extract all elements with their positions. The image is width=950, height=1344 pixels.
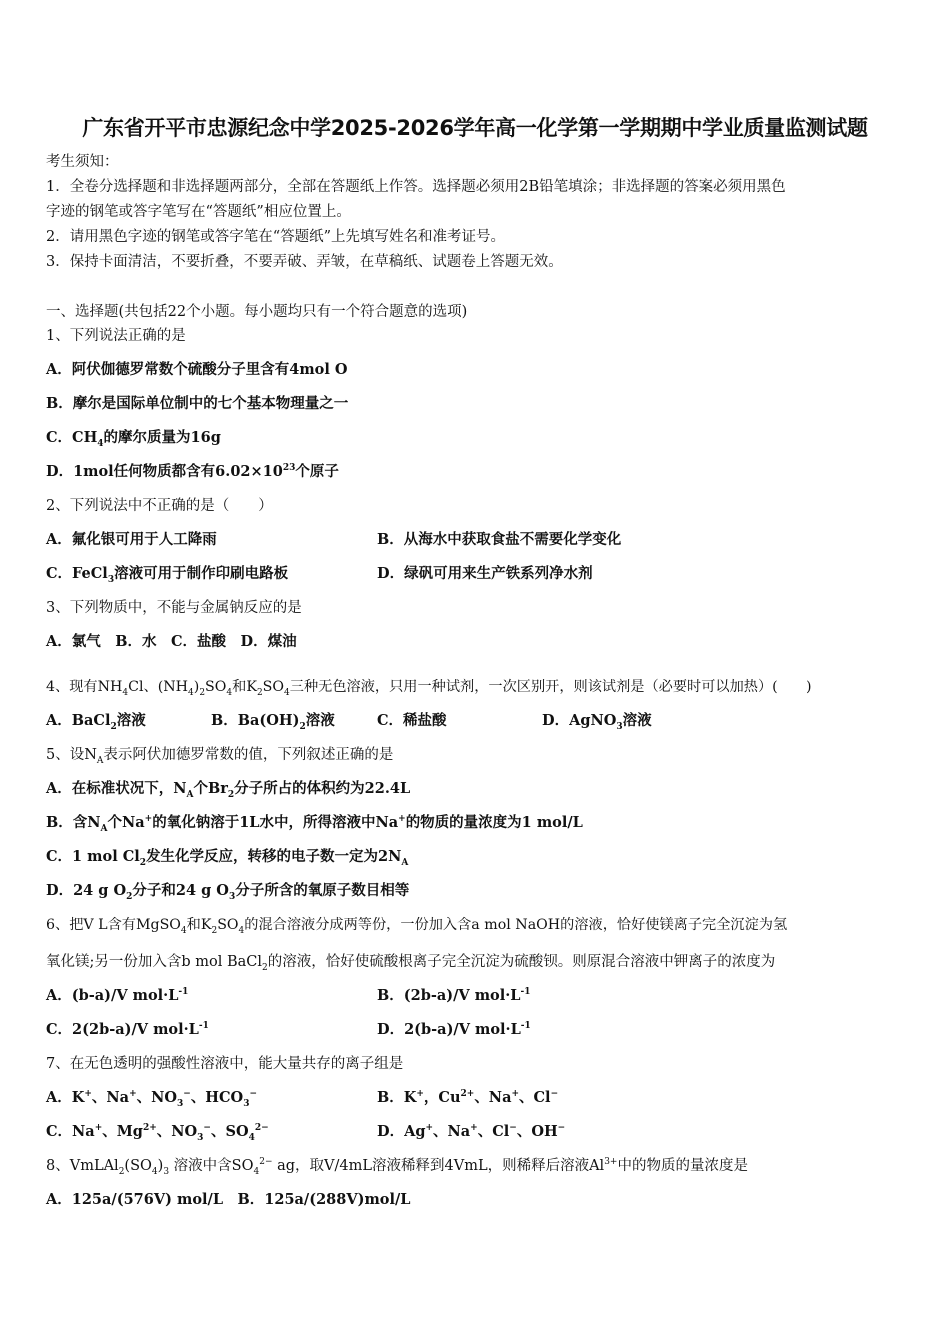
- subscript: 2: [299, 721, 306, 732]
- text: 分子和24 g O: [132, 882, 229, 899]
- text: 、NO: [156, 1123, 198, 1140]
- subscript: 4: [248, 1132, 255, 1143]
- question-7-option-b: [377, 1088, 558, 1108]
- superscript: 2+: [460, 1089, 475, 1100]
- text: 、Na: [474, 1089, 512, 1106]
- question-7-stem: 7、在无色透明的强酸性溶液中，能大量共存的离子组是: [46, 1056, 404, 1072]
- text: 的物质的量浓度为1 mol/L: [405, 814, 583, 831]
- superscript: −: [203, 1123, 211, 1134]
- text: 个原子: [295, 463, 339, 480]
- question-4-stem: [46, 677, 812, 697]
- subscript: 2: [199, 687, 206, 698]
- text: 、Mg: [102, 1123, 143, 1140]
- superscript: 2+: [142, 1123, 157, 1134]
- subscript: 2: [256, 687, 263, 698]
- subscript: 4: [284, 687, 290, 698]
- subscript: 2: [126, 891, 133, 902]
- question-3-stem: 3、下列物质中，不能与金属钠反应的是: [46, 600, 302, 616]
- question-3-options: A．氯气 B．水 C．盐酸 D．煤油: [46, 633, 297, 650]
- question-2-option-c: [46, 564, 288, 584]
- text: D．2(b-a)/V mol·L: [377, 1021, 521, 1038]
- text: B．Ba(OH): [211, 712, 300, 729]
- question-4-option-a: [46, 711, 146, 731]
- question-6-option-a: [46, 986, 188, 1006]
- text: 溶液: [305, 712, 335, 729]
- subscript: 3: [616, 721, 623, 732]
- subscript: A: [186, 789, 194, 800]
- text: 4、现有NH: [46, 679, 123, 695]
- text: 、OH: [516, 1123, 558, 1140]
- question-1-option-d: [46, 462, 339, 482]
- text: A．(b-a)/V mol·L: [46, 987, 179, 1004]
- text: A．K: [46, 1089, 85, 1106]
- subscript: 2: [118, 1166, 125, 1177]
- superscript: +: [84, 1089, 92, 1100]
- question-4-option-d: [542, 711, 652, 731]
- text: B．K: [377, 1089, 417, 1106]
- text: C．Na: [46, 1123, 95, 1140]
- text: 8、VmLAl: [46, 1158, 119, 1174]
- superscript: 3+: [604, 1157, 618, 1168]
- superscript: -1: [198, 1021, 209, 1032]
- text: 、Na: [91, 1089, 130, 1106]
- text: ): [157, 1158, 164, 1174]
- subscript: 3: [228, 891, 236, 902]
- superscript: −: [509, 1123, 517, 1134]
- superscript: -1: [520, 987, 531, 998]
- subscript: 3: [163, 1166, 170, 1177]
- subscript: 4: [97, 438, 104, 449]
- text: 5、设N: [46, 747, 97, 763]
- question-5-option-d: [46, 881, 409, 901]
- superscript: +: [129, 1089, 137, 1100]
- text: C．2(2b-a)/V mol·L: [46, 1021, 199, 1038]
- superscript: 2−: [259, 1157, 273, 1168]
- text: 6、把V L含有MgSO: [46, 917, 181, 933]
- question-6-option-b: [377, 986, 530, 1006]
- text: 个Na: [107, 814, 145, 831]
- text: 、NO: [136, 1089, 177, 1106]
- text: 和K: [232, 679, 257, 695]
- question-1-option-b: B．摩尔是国际单位制中的七个基本物理量之一: [46, 395, 349, 412]
- text: 的溶液，恰好使硫酸根离子完全沉淀为硫酸钡。则原混合溶液中钾离子的浓度为: [267, 954, 776, 970]
- question-2-option-d: D．绿矾可用来生产铁系列净水剂: [377, 565, 593, 582]
- subscript: 4: [122, 687, 129, 698]
- text: 、Cl: [519, 1089, 551, 1106]
- superscript: +: [94, 1123, 103, 1134]
- question-6-option-c: [46, 1020, 209, 1040]
- text: D．1mol任何物质都含有6.02×10: [46, 463, 283, 480]
- subscript: 4: [226, 687, 233, 698]
- superscript: -1: [178, 987, 189, 998]
- question-8-stem: [46, 1156, 748, 1176]
- text: 溶液: [622, 712, 652, 729]
- superscript: +: [416, 1089, 424, 1100]
- subscript: 4: [180, 925, 187, 936]
- question-1-stem: 1、下列说法正确的是: [46, 328, 186, 344]
- question-4-option-b: [211, 711, 335, 731]
- text: 、SO: [210, 1123, 249, 1140]
- question-5-option-b: [46, 813, 583, 833]
- question-2-stem: 2、下列说法中不正确的是（ ）: [46, 498, 273, 514]
- question-7-option-c: [46, 1122, 269, 1142]
- text: 、Cl: [477, 1123, 510, 1140]
- subscript: 2: [211, 925, 218, 936]
- subscript: 3: [243, 1098, 250, 1109]
- notice-heading: 考生须知：: [46, 154, 119, 170]
- question-7-option-d: [377, 1122, 565, 1142]
- notice-item-1: 1．全卷分选择题和非选择题两部分，全部在答题纸上作答。选择题必须用2B铅笔填涂；非选择题的答案必须用黑色: [46, 179, 786, 195]
- text: D．AgNO: [542, 712, 617, 729]
- subscript: 4: [151, 1166, 158, 1177]
- subscript: A: [401, 857, 409, 868]
- subscript: 4: [188, 687, 194, 698]
- text: SO: [205, 679, 227, 695]
- text: 的摩尔质量为16g: [103, 429, 221, 446]
- superscript: −: [183, 1089, 191, 1100]
- question-2-option-b: B．从海水中获取食盐不需要化学变化: [377, 531, 622, 548]
- text: 个Br: [193, 780, 228, 797]
- question-1-option-c: [46, 428, 221, 448]
- question-5-option-c: [46, 847, 408, 867]
- question-8-options: A．125a/(576V) mol/L B．125a/(288V)mol/L: [46, 1191, 411, 1208]
- notice-item-2: 2．请用黑色字迹的钢笔或答字笔在“答题纸”上先填写姓名和准考证号。: [46, 229, 506, 245]
- text: C．FeCl: [46, 565, 108, 582]
- subscript: 3: [107, 574, 115, 585]
- subscript: 2: [110, 721, 117, 732]
- section-heading: 一、选择题(共包括22个小题。每小题均只有一个符合题意的选项): [46, 304, 468, 320]
- subscript: A: [100, 823, 108, 834]
- superscript: +: [470, 1123, 478, 1134]
- text: C．CH: [46, 429, 98, 446]
- text: 分子所含的氧原子数目相等: [235, 882, 410, 899]
- subscript: 3: [177, 1098, 184, 1109]
- superscript: −: [550, 1089, 559, 1100]
- text: 的混合溶液分成两等份，一份加入含a mol NaOH的溶液，恰好使镁离子完全沉淀为氢: [244, 917, 788, 933]
- question-1-option-a: A．阿伏伽德罗常数个硫酸分子里含有4mol O: [46, 361, 348, 378]
- question-5-stem: [46, 745, 393, 765]
- text: Cl、(NH: [128, 679, 189, 695]
- superscript: +: [511, 1089, 520, 1100]
- page-title: 广东省开平市忠源纪念中学2025-2026学年高一化学第一学期期中学业质量监测试题: [82, 116, 868, 140]
- notice-item-1-cont: 字迹的钢笔或答字笔写在“答题纸”相应位置上。: [46, 204, 351, 220]
- superscript: +: [425, 1123, 434, 1134]
- text: 、HCO: [190, 1089, 244, 1106]
- text: 中的物质的量浓度是: [617, 1158, 748, 1174]
- text: ): [193, 679, 200, 695]
- text: C．1 mol Cl: [46, 848, 140, 865]
- superscript: +: [144, 814, 153, 825]
- text: A．BaCl: [46, 712, 111, 729]
- question-6-option-d: [377, 1020, 531, 1040]
- text: 氧化镁;另一份加入含b mol BaCl: [46, 954, 263, 970]
- text: 和K: [186, 917, 212, 933]
- subscript: 2: [262, 962, 268, 973]
- text: 的氧化钠溶于1L水中，所得溶液中Na: [152, 814, 399, 831]
- text: A．在标准状况下，N: [46, 780, 187, 797]
- question-6-stem: [46, 915, 787, 935]
- text: 发生化学反应，转移的电子数一定为2N: [146, 848, 402, 865]
- text: 分子所占的体积约为22.4L: [234, 780, 411, 797]
- text: 溶液可用于制作印刷电路板: [114, 565, 289, 582]
- subscript: 2: [139, 857, 147, 868]
- superscript: -1: [520, 1021, 531, 1032]
- text: B．含N: [46, 814, 101, 831]
- text: 溶液中含SO: [169, 1158, 254, 1174]
- text: 三种无色溶液，只用一种试剂，一次区别开，则该试剂是（必要时可以加热）( ): [289, 679, 812, 695]
- text: (SO: [124, 1158, 152, 1174]
- text: 表示阿伏加德罗常数的值，下列叙述正确的是: [103, 747, 394, 763]
- superscript: +: [398, 814, 406, 825]
- text: ，Cu: [423, 1089, 461, 1106]
- text: ag，取V/4mL溶液稀释到4VmL，则稀释后溶液Al: [272, 1158, 605, 1174]
- question-7-option-a: [46, 1088, 257, 1108]
- superscript: −: [557, 1123, 566, 1134]
- subscript: 4: [238, 925, 245, 936]
- subscript: A: [96, 755, 104, 766]
- question-2-option-a: A．氟化银可用于人工降雨: [46, 531, 217, 548]
- subscript: 3: [197, 1132, 204, 1143]
- text: 、Na: [433, 1123, 471, 1140]
- question-6-stem-cont: [46, 952, 775, 972]
- superscript: 23: [282, 463, 296, 474]
- text: 溶液: [116, 712, 146, 729]
- notice-item-3: 3．保持卡面清洁，不要折叠，不要弄破、弄皱，在草稿纸、试题卷上答题无效。: [46, 254, 563, 270]
- subscript: 4: [253, 1166, 260, 1177]
- question-5-option-a: [46, 779, 410, 799]
- text: SO: [262, 679, 285, 695]
- superscript: −: [249, 1089, 257, 1100]
- text: D．24 g O: [46, 882, 127, 899]
- text: D．Ag: [377, 1123, 426, 1140]
- superscript: 2−: [254, 1123, 269, 1134]
- text: B．(2b-a)/V mol·L: [377, 987, 521, 1004]
- question-4-option-c: C．稀盐酸: [377, 712, 447, 729]
- text: SO: [217, 917, 239, 933]
- subscript: 2: [227, 789, 235, 800]
